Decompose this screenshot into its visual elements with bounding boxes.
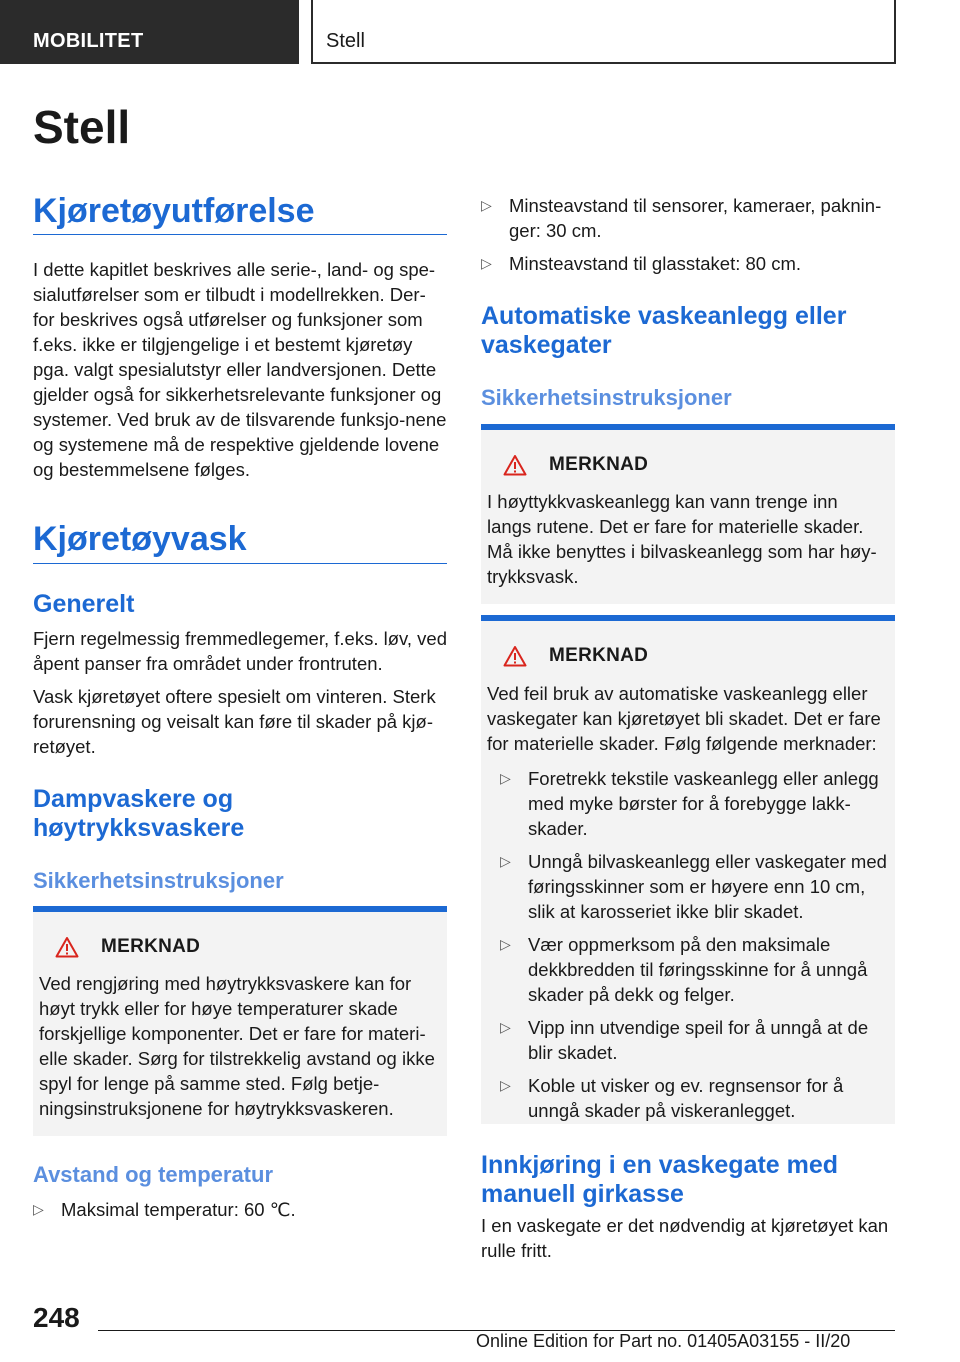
list-item: ▷ Vipp inn utvendige speil for å unngå at de blir skadet. bbox=[500, 1017, 869, 1063]
notice-list bbox=[500, 766, 890, 1131]
notice-text: I høyttykkvaskeanlegg kan vann trenge inn langs rutene. Det er fare for materielle skader. Må ikke benyttes i bilvaskeanlegg som har høy-trykksvask. bbox=[487, 491, 877, 587]
intro-paragraph: I dette kapitlet beskrives alle serie-, land- og spe-sialutførelser som er tilbudt i modellrekken. Der-for beskrives også utførelser og funksjoner som f.eks. ikke er tilgjengelige i et bestemt kjøretøy pga. valgt spesialutstyr eller landversjonen. Dette gjelder også for sikkerhetsrelevante funksjoner og systemer. Ved bruk av de tilsvarende funksjo-nene og systemene må de respektive gjeldende lovene og bestemmelsene følges. bbox=[33, 259, 447, 480]
chapter-tab bbox=[311, 0, 896, 64]
distance-list bbox=[481, 193, 895, 284]
page-number: 248 bbox=[33, 1302, 80, 1333]
heading-avstand-temperatur: Avstand og temperatur bbox=[33, 1162, 274, 1187]
page-title: Stell bbox=[33, 101, 131, 153]
notice-text: Ved rengjøring med høytrykksvaskere kan for høyt trykk eller for høye temperaturer skade forskjellige komponenter. Det er fare for materi-elle skader. Sørg for tilstrekkelig avstand og ikke spyl for lenge på samme sted. Følg betje-ningsinstruksjonene for høytrykksvaskeren. bbox=[39, 973, 435, 1119]
heading-sikkerhetsinstruksjoner: Sikkerhetsinstruksjoner bbox=[33, 868, 284, 893]
heading-kjoretoyvask: Kjøretøyvask bbox=[33, 520, 247, 558]
generelt-paragraph-1: Fjern regelmessig fremmedlegemer, f.eks. løv, ved åpent panser fra området under frontruten. bbox=[33, 628, 447, 674]
edition-text: Online Edition for Part no. 01405A03155 - II/20 bbox=[476, 1331, 851, 1351]
triangle-bullet-icon: ▷ bbox=[500, 770, 511, 786]
list-item: ▷ Vær oppmerksom på den maksimale dekkbredden til føringsskinne for å unngå skader på dekk og felger. bbox=[500, 934, 868, 1005]
heading-kjoretoyutforelse: Kjøretøyutførelse bbox=[33, 192, 315, 230]
list-item: ▷ Minsteavstand til sensorer, kameraer, paknin-ger: 30 cm. bbox=[481, 195, 882, 241]
heading-innkjoring: Innkjøring i en vaskegate med manuell girkasse bbox=[481, 1151, 839, 1208]
notice-header bbox=[55, 936, 200, 958]
notice-label: MERKNAD bbox=[549, 645, 649, 666]
triangle-bullet-icon: ▷ bbox=[500, 1019, 511, 1035]
notice-label: MERKNAD bbox=[549, 454, 649, 475]
list-item: ▷ Unngå bilvaskeanlegg eller vaskegater med føringsskinner som er høyere enn 10 cm, slik at karosseriet ikke blir skadet. bbox=[500, 851, 887, 922]
notice-box bbox=[481, 615, 895, 1124]
heading-rule bbox=[33, 563, 447, 564]
chapter-label: Stell bbox=[326, 30, 365, 52]
heading-dampvaskere: Dampvaskere og høytrykksvaskere bbox=[33, 785, 245, 842]
triangle-bullet-icon: ▷ bbox=[500, 1077, 511, 1093]
notice-box bbox=[33, 906, 447, 1136]
list-item: ▷ Minsteavstand til glasstaket: 80 cm. bbox=[481, 253, 802, 274]
triangle-bullet-icon: ▷ bbox=[481, 255, 492, 271]
list-item: ▷ Maksimal temperatur: 60 ℃. bbox=[33, 1199, 296, 1220]
generelt-paragraph-2: Vask kjøretøyet oftere spesielt om vinteren. Sterk forurensning og veisalt kan føre til skader på kjø-retøyet. bbox=[33, 686, 436, 757]
section-tab bbox=[0, 0, 299, 64]
heading-generelt: Generelt bbox=[33, 590, 135, 618]
list-item: ▷ Koble ut visker og ev. regnsensor for å unngå skader på viskeranlegget. bbox=[500, 1075, 844, 1121]
triangle-bullet-icon: ▷ bbox=[481, 197, 492, 213]
notice-header bbox=[503, 645, 648, 667]
heading-rule bbox=[33, 234, 447, 235]
triangle-bullet-icon: ▷ bbox=[33, 1201, 44, 1217]
warning-triangle-icon bbox=[503, 645, 527, 667]
notice-text: Ved feil bruk av automatiske vaskeanlegg eller vaskegater kan kjøretøyet bli skadet. Det er fare for materielle skader. Følg følgende merknader: bbox=[487, 683, 881, 754]
notice-label: MERKNAD bbox=[101, 936, 201, 957]
innkjoring-paragraph: I en vaskegate er det nødvendig at kjøretøyet kan rulle fritt. bbox=[481, 1215, 889, 1261]
heading-sikkerhetsinstruksjoner: Sikkerhetsinstruksjoner bbox=[481, 385, 732, 410]
warning-triangle-icon bbox=[503, 454, 527, 476]
notice-box bbox=[481, 424, 895, 604]
heading-automatiske-vaskeanlegg: Automatiske vaskeanlegg eller vaskegater bbox=[481, 302, 847, 359]
notice-header bbox=[503, 454, 648, 476]
section-label: MOBILITET bbox=[33, 30, 144, 52]
triangle-bullet-icon: ▷ bbox=[500, 853, 511, 869]
list-item: ▷ Foretrekk tekstile vaskeanlegg eller anlegg med myke børster for å forebygge lakk-skader. bbox=[500, 768, 879, 839]
temperature-list bbox=[33, 1197, 447, 1230]
warning-triangle-icon bbox=[55, 936, 79, 958]
triangle-bullet-icon: ▷ bbox=[500, 936, 511, 952]
